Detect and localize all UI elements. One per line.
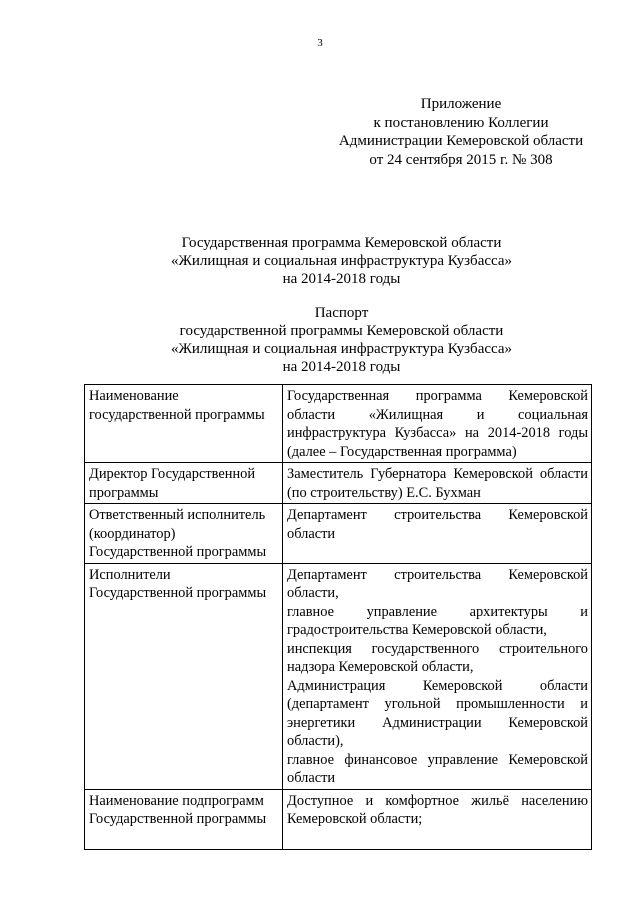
page-number: 3 xyxy=(317,37,323,49)
row-label: Государственной программы xyxy=(89,811,267,827)
passport-table xyxy=(84,384,592,850)
row-value: Заместитель Губернатора Кемеровской области (по строительству) Е.С. Бухман xyxy=(287,466,588,501)
row-value: главное управление архитектуры и градостроительства Кемеровской области, xyxy=(287,603,588,638)
passport-title-line: «Жилищная и социальная инфраструктура Кузбасса» xyxy=(170,341,513,357)
row-value-cell xyxy=(283,789,592,849)
row-value-cell xyxy=(283,504,592,564)
row-label: Директор Государственной xyxy=(89,466,256,482)
appendix-line: Администрации Кемеровской области xyxy=(338,133,584,149)
row-label-cell xyxy=(85,504,283,564)
passport-title-line: на 2014-2018 годы xyxy=(282,359,401,375)
table-row xyxy=(85,463,592,504)
table-row xyxy=(85,563,592,789)
row-label: (координатор) xyxy=(89,525,176,542)
appendix-header xyxy=(330,95,592,169)
row-value: Администрация Кемеровской области (департамент угольной промышленности и энергетики Администрации Кемеровской области), xyxy=(287,677,588,749)
program-title-line: Государственная программа Кемеровской области xyxy=(181,235,502,251)
row-value: Государственная программа Кемеровской области «Жилищная и социальная инфраструктура Кузбасса» на 2014-2018 годы (далее – Государственная программа) xyxy=(287,388,588,460)
row-label: программы xyxy=(89,484,159,501)
row-label-cell xyxy=(85,563,283,789)
table-row xyxy=(85,504,592,564)
row-label: Исполнители xyxy=(89,566,171,583)
passport-title-line: государственной программы Кемеровской области xyxy=(179,323,504,339)
row-label-cell xyxy=(85,385,283,463)
appendix-line: от 24 сентября 2015 г. № 308 xyxy=(369,151,553,168)
passport-title xyxy=(0,304,640,376)
row-value-cell xyxy=(283,385,592,463)
row-label: государственной программы xyxy=(89,406,265,423)
row-value: Доступное и комфортное жильё населению Кемеровской области; xyxy=(287,792,588,827)
table-row xyxy=(85,789,592,849)
appendix-line: к постановлению Коллегии xyxy=(373,114,549,131)
row-label: Государственной программы xyxy=(89,585,267,601)
program-title-line: «Жилищная и социальная инфраструктура Кузбасса» xyxy=(170,253,513,269)
row-label: Наименование подпрограмм xyxy=(89,792,264,809)
row-label: Ответственный исполнитель xyxy=(89,507,266,523)
row-label: Наименование xyxy=(89,388,179,404)
row-value-cell xyxy=(283,563,592,789)
row-value: главное финансовое управление Кемеровской области xyxy=(287,751,588,786)
row-label: Государственной программы xyxy=(89,544,267,560)
passport-title-line: Паспорт xyxy=(314,305,369,321)
program-title xyxy=(0,234,640,288)
table-row xyxy=(85,385,592,463)
row-value: инспекция государственного строительного надзора Кемеровской области, xyxy=(287,640,588,675)
row-label-cell xyxy=(85,789,283,849)
appendix-line: Приложение xyxy=(420,96,502,112)
program-title-line: на 2014-2018 годы xyxy=(282,271,401,287)
row-value-cell xyxy=(283,463,592,504)
row-value: Департамент строительства Кемеровской области, xyxy=(287,566,588,601)
row-value: Департамент строительства Кемеровской области xyxy=(287,507,588,542)
row-label-cell xyxy=(85,463,283,504)
